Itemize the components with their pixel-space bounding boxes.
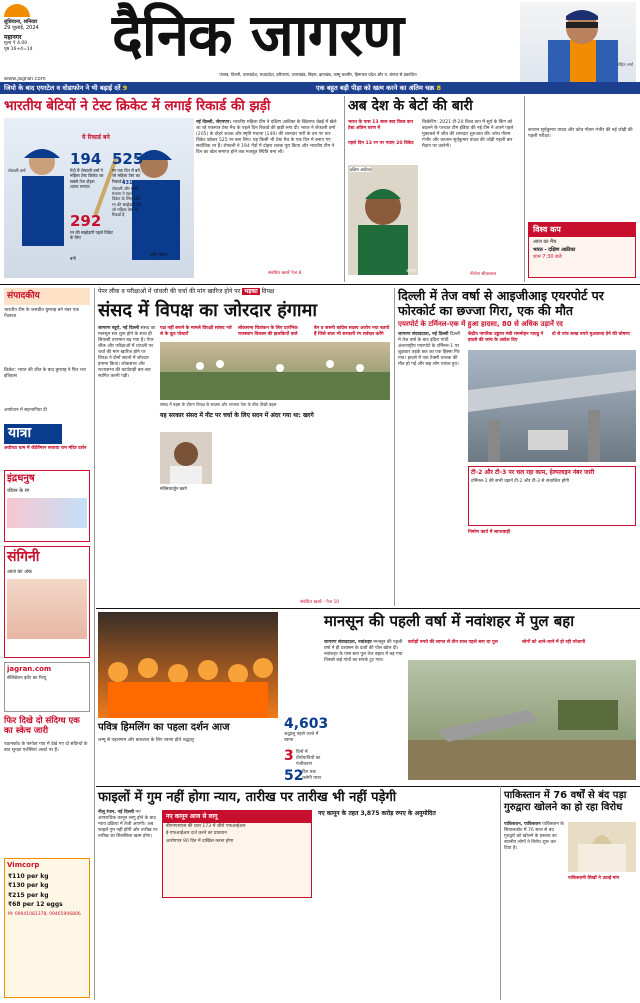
amarnath-headline[interactable]: पवित्र हिमलिंग का पहला दर्शन आज <box>98 722 230 733</box>
parliament-related[interactable]: संबंधित खबरें - पेज 10 <box>300 600 340 605</box>
caption-shafali: शेफाली वर्मा <box>8 168 26 173</box>
teaser-right[interactable] <box>316 84 636 93</box>
airport-box <box>468 466 636 526</box>
stat2-text: रन एक दिन में बने, जो महिला टेस्ट का रिकार्ड है <box>112 168 142 184</box>
jagran-online-box[interactable] <box>4 662 90 712</box>
pages: पृष्ठ 16+4=14 <box>4 46 33 52</box>
amarnath-photo <box>98 612 278 718</box>
new-laws-item-3: आरोपपत्र 90 दिन में दाखिल करना होगा <box>166 839 234 845</box>
bridge-washed-icon <box>408 660 636 780</box>
airport-box-text: टर्मिनल-1 की सभी उड़ानें टी-2 और टी-3 से संचालित होंगी <box>471 478 569 484</box>
kicker-end: विपक्ष <box>261 288 275 295</box>
parliament-sub3: बेन व जरूरी कांग्रेस सदस्य आरोप नया बताये हैं जिसे साल भी सरकारी रंग सर्वदल करेंगे <box>314 326 390 337</box>
parliament-dateline: जागरण ब्यूरो, नई दिल्ली <box>98 326 140 331</box>
yatra-text[interactable]: अयोध्या धाम में कीर्तिमान सजाया राम मंदिर दर्शन <box>4 446 87 451</box>
top-story-dateline: नई दिल्ली, जेएनएन: <box>196 120 232 125</box>
second-story-tag2: पहले दिन 13 रन पर गवाए 20 विकेट <box>348 141 414 146</box>
collapsed-canopy-icon <box>468 350 636 462</box>
indradhanush-title: इंद्रधनुष <box>7 473 35 484</box>
amarnath-stat3-text: दिन तक चलेगी यात्रा <box>302 770 321 781</box>
airport-bullet-1: केंद्रीय नागरिक उड्डयन मंत्री राममोहन नायडू ने हादसे की जांच के आदेश दिए <box>468 332 544 343</box>
parliament-body <box>98 326 156 606</box>
files-body <box>98 810 158 1000</box>
photo-caption-2: कप्तान <box>406 268 416 273</box>
ad-price-3: ₹215 per kg <box>8 891 49 899</box>
kharge-portrait-icon <box>160 432 212 484</box>
caption-smriti: स्मृति मंधाना <box>150 252 168 257</box>
sidebar-divider <box>94 288 95 1000</box>
column-divider <box>344 96 345 282</box>
ad-price-1: ₹110 per kg <box>8 872 49 880</box>
suspects-body: पठानकोट के फंगोता गांव में देखे गए दो संदिग्धों के बाद सुरक्षा एजेंसियां अलर्ट पर हैं। <box>4 742 88 753</box>
airport-photo <box>468 350 636 462</box>
records-subhead: ये रिकार्ड बने <box>82 134 110 141</box>
teaser-left[interactable] <box>4 84 304 93</box>
pilgrims-crowd-icon <box>98 612 278 718</box>
airport-body <box>398 332 464 602</box>
worldcup-match: भारत - दक्षिण अफ्रीका <box>533 247 576 254</box>
monsoon-tag2: लोगों को आने-जाने में हो रही परेशानी <box>522 640 586 645</box>
player-portrait-icon <box>348 165 418 275</box>
amarnath-caption: जम्मू से पहलगाम और बालटाल के लिए रवाना होते श्रद्धालु <box>98 738 194 743</box>
monsoon-dateline: जागरण संवाददाता, नवांशहर <box>324 640 372 645</box>
monsoon-tag1: करोड़ों रुपये की लागत से तीन साल पहले बना था पुल <box>408 640 498 645</box>
ad-price-2: ₹130 per kg <box>8 882 49 890</box>
extra-text: रन <box>134 180 140 186</box>
new-laws-item-2: ई-एफआईआर दर्ज करने का प्रावधान <box>166 831 227 837</box>
top-story-text: भारतीय महिला टीम ने दक्षिण अफ्रीका के खिलाफ चेन्नई में खेले जा रहे एकमात्र टेस्ट मैच के पहले दिन रिकार्ड की झड़ी लगा दी। भारत ने शेफाली वर्मा (205) के दोहरे शतक और स्मृति मंधाना (149) की शानदार पारी के दम पर चार विकेट खोकर 525 रन बना लिए। यह किसी भी टेस्ट मैच के एक दिन में बनाए गए सर्वाधिक रन हैं। शेफाली ने 194 गेंदों में दोहरा शतक पूरा किया और भारतीय टीम ने दिन का खेल समाप्त होने तक मजबूत स्थिति बना ली। <box>196 120 337 155</box>
files-dateline: नीलू रंजन, नई दिल्ली <box>98 810 135 815</box>
gurudwara-building-icon <box>568 822 636 872</box>
worldcup-time: शाम 7:30 बजे <box>533 253 562 260</box>
stat1-number: 194 <box>70 150 102 168</box>
teaser-right-page: 8 <box>436 84 442 92</box>
second-story-tag1: भारत के पास 13 साल बाद विश्व कप टेस्ट अंतिम चरण में <box>348 120 413 131</box>
ad-phone: M: 09041081378, 09465906806 <box>8 911 81 917</box>
new-laws-title: नए कानून आज से लागू <box>163 811 311 823</box>
airport-headline[interactable]: दिल्ली में तेज वर्षा से आइजीआइ एयरपोर्ट पर फोरकोर्ट का छज्जा गिरा, एक की मौत <box>398 288 604 318</box>
teaser-left-page: 9 <box>122 84 128 92</box>
second-story-headline[interactable]: अब देश के बेटों की बारी <box>348 98 473 114</box>
amarnath-stat2: 3 <box>284 748 294 764</box>
website-url[interactable]: www.jagran.com <box>4 76 46 82</box>
ad-price-4: ₹68 per 12 eggs <box>8 901 63 909</box>
editorial-title: संपादकीय <box>4 288 90 305</box>
second-story-body: किकेटिंग: 2021 टी-20 विश्व कप में सूर्य के किंग को बदलने के पश्चात टीम इंडिया की नई टीम ने अपने पहले मुकाबले में जीत की शानदार शुरुआत की। कोच गौतम गंभीर और कप्तान सूर्यकुमार यादव की जोड़ी पहली बार मैदान पर उतरेगी। <box>422 120 514 149</box>
airport-text: दिल्ली में तेज वर्षा के बाद इंदिरा गांधी अंतरराष्ट्रीय एयरपोर्ट के टर्मिनल-1 पर शुक्रवार तड़के छत का एक हिस्सा गिर गया। हादसे में एक टैक्सी चालक की मौत हो गई और छह लोग घायल हुए। <box>398 332 460 367</box>
kicker-tag: भड़का <box>244 288 258 295</box>
worldcup-title: विश्व कप <box>529 223 635 237</box>
monsoon-headline[interactable]: मानसून की पहली वर्षा में नवांशहर में पुल बहा <box>324 612 575 630</box>
parliament-text: संसद का मानसून सत्र शुरू होने के साथ ही सियासी तापमान बढ़ गया है। पेपर लीक और परीक्षाओं में धांधली पर चर्चा की मांग खारिज होने पर विपक्ष ने दोनों सदनों में जोरदार हंगामा किया। लोकसभा और राज्यसभा की कार्यवाही बार-बार स्थगित करनी पड़ी। <box>98 326 156 379</box>
files-sub: नए कानून के तहत 3,875 करोड़ रुपए के अनुमोदित <box>318 810 436 817</box>
gurudwara-headline[interactable]: पाकिस्तान में 76 वर्षों से बंद पड़ा गुरुद्वारा खोलने का हो रहा विरोध <box>504 790 627 813</box>
gurudwara-photo <box>568 822 636 872</box>
teaser-right-text: एक बहुत बड़ी पीड़ा को खत्म करने का अंतिम चक्र <box>316 84 435 92</box>
editions-line: पंजाब, दिल्ली, उत्तरप्रदेश, मध्यप्रदेश, हरियाणा, उत्तराखंड, बिहार, झारखंड, जम्मू कश्मीर, हिमाचल प्रदेश और प. बंगाल से प्रकाशित <box>219 72 417 77</box>
extra-number <box>122 180 139 186</box>
editorial-item-3[interactable]: आयोजन में सहभागिता दी <box>4 408 47 414</box>
stat3-number: 292 <box>70 212 102 230</box>
rightbar-body: कप्तान सूर्यकुमार यादव और कोच गौतम गंभीर की नई जोड़ी की पहली परीक्षा। <box>528 128 633 139</box>
amarnath-stat1-text: श्रद्धालु पहले जत्थे में रवाना <box>284 732 319 743</box>
kharge-caption: मल्लिकार्जुन खरगे <box>160 486 187 491</box>
masthead-player-photo <box>520 2 636 82</box>
top-story-body <box>196 120 341 280</box>
kicker-text: पेपर लीक व परीक्षाओं में धांधली की चर्चा की मांग खारिज होने पर <box>98 288 241 295</box>
indradhanush-photo <box>7 498 87 528</box>
amarnath-stat3: 52 <box>284 768 304 784</box>
yatra-title: यात्रा <box>4 424 62 444</box>
second-story-byline: नीलेश श्रीवास्तव <box>470 272 497 277</box>
airport-dateline: जागरण संवाददाता, नई दिल्ली <box>398 332 449 337</box>
parliament-kicker <box>98 288 390 296</box>
city-day: लुधियाना, शनिवार <box>4 19 38 25</box>
stat2-extra: शेफाली और स्मृति मंधाना ने पहले विकेट के लिए 292 रन की साझेदारी की, जो महिला टेस्ट में रिकार्ड है <box>112 186 142 217</box>
airport-box-title: टी-2 और टी-3 पर चल रहा काम, हेल्पलाइन नंबर जारी <box>471 469 595 476</box>
player-photo-icon <box>520 2 636 82</box>
gurudwara-side: पाकिस्तानी सिखों ने उठाई मांग <box>568 876 620 881</box>
amarnath-stat2-text: दिनों में तीर्थयात्रियों का पंजीकरण <box>296 750 321 767</box>
section-rule-2 <box>96 608 640 609</box>
files-text: नए आपराधिक कानून लागू होने के बाद न्याय प्रक्रिया में तेजी आएगी। अब फाइलें गुम नहीं होंगी और तारीख पर तारीख का सिलसिला खत्म होगा। <box>98 810 158 839</box>
jagran-online-title: jagran.com <box>7 665 52 673</box>
section-rule <box>0 284 640 285</box>
masthead-title: दैनिक जागरण <box>112 1 404 69</box>
files-headline[interactable]: फाइलों में गुम नहीं होगा न्याय, तारीख पर तारीख भी नहीं पड़ेगी <box>98 790 397 805</box>
stat2-number: 525 <box>112 150 144 168</box>
parliament-sub1: पक्ष नहीं बनाने के मामले विपक्षी सांसद नारे ले के कूट पोस्टरों <box>160 326 232 337</box>
price: मूल्य ₹ 4.00 <box>4 41 28 46</box>
gurudwara-divider <box>500 786 501 1000</box>
airport-subhead: एयरपोर्ट के टर्मिनल-एक में हुआ हादसा, 80 से अधिक उड़ानें रद <box>398 320 563 328</box>
gurudwara-body <box>504 822 564 998</box>
worldcup-subtitle: आज का मैच <box>533 239 557 245</box>
stat1-text: गेंदों में शेफाली वर्मा ने महिला टेस्ट क्रिकेट का सबसे तेज दोहरा शतक लगाया <box>70 168 104 190</box>
airport-bullet-2: दो से पांच लाख रुपये मुआवजा देने की घोषणा <box>552 332 630 337</box>
indradhanush-box <box>4 470 90 542</box>
sangini-title: संगिनी <box>7 549 40 565</box>
top-story-headline[interactable]: भारतीय बेटियों ने टेस्ट क्रिकेट में लगाई रिकार्ड की झड़ी <box>4 98 271 114</box>
teaser-left-text: जियो के बाद एयरटेल व वोडाफोन ने भी बढ़ाई दरें <box>4 84 121 92</box>
edition-info <box>4 4 94 52</box>
kharge-photo <box>160 432 212 484</box>
ad-box[interactable] <box>4 858 90 998</box>
photo-caption: दक्षिण अफ्रीका <box>350 167 372 172</box>
airport-byline: निर्माण कार्य में लापरवाही <box>468 530 511 535</box>
stat3-text: रन की साझेदारी पहले विकेट के लिए <box>70 230 114 241</box>
amarnath-stat1: 4,603 <box>284 716 329 732</box>
parliament-photo <box>160 342 390 400</box>
top-story-related[interactable] <box>268 271 301 277</box>
gurudwara-text: पाकिस्तान के सियालकोट में 76 साल से बंद गुरुद्वारे को खोलने के प्रस्ताव का स्थानीय लोगों ने विरोध शुरू कर दिया है। <box>504 822 564 851</box>
suspects-headline[interactable]: फिर दिखे दो संदिग्ध एक का स्केच जारी <box>4 716 80 736</box>
logo-sun-icon <box>4 4 30 17</box>
second-story-photo <box>348 165 418 275</box>
parliament-sub2: लोकसभा चित्रांकन के लिए प्रारंभिक राजस्थान विकास की झलकियों वाले <box>238 326 298 337</box>
editorial-item-2[interactable]: क्रिकेट: भारत की जीत के बाद बुमराह ने फिर रचा इतिहास <box>4 368 86 380</box>
new-laws-box <box>162 810 312 898</box>
player-caption: रोहित शर्मा <box>617 62 633 67</box>
extra-num: 431 <box>122 180 133 186</box>
new-laws-item-1: बीएनएसएस की धारा 173 में जीरो एफआईआर <box>166 823 246 829</box>
monsoon-photo <box>408 660 636 780</box>
indradhanush-text: जीवन के रंग <box>7 487 30 494</box>
sangini-box <box>4 546 90 658</box>
editorial-item-1[interactable]: भारतीय टीम के जसप्रीत बुमराह बने नंबर एक गेंदबाज <box>4 308 79 320</box>
right-column-divider <box>524 96 525 282</box>
sangini-text: आज का अंक <box>7 568 32 575</box>
edition: महानगर <box>4 33 22 41</box>
date: 29 जुलाई, 2024 <box>4 25 39 32</box>
parliament-headline[interactable]: संसद में विपक्ष का जोरदार हंगामा <box>98 300 318 321</box>
ad-title: Vimcorp <box>7 861 40 869</box>
parliament-hall-icon <box>160 342 390 400</box>
monsoon-text: मानसून की पहली वर्षा ने ही प्रशासन के दावों की पोल खोल दी। नवांशहर के पास बना पुल तेज बहाव में बह गया जिससे कई गांवों का संपर्क टूट गया। <box>324 640 403 663</box>
parliament-photo-caption: संसद में बहस के दौरान विपक्ष के सदस्य और भाजपा नेता के बीच तीखी बहस <box>160 402 277 407</box>
sangini-photo <box>7 579 87 639</box>
related-label: संबंधित खबरें <box>268 271 290 276</box>
section-rule-3 <box>96 786 640 787</box>
stat3-extra: बनी <box>70 256 76 261</box>
airport-divider <box>394 288 395 606</box>
related-page: पेज 8 <box>291 271 302 276</box>
parliament-quote-headline[interactable]: यह सरकार संसद में नीट पर चर्चा के लिए सदन में अंदर गया था: खरगे <box>160 412 314 419</box>
worldcup-box[interactable] <box>528 222 636 278</box>
jagran-online-text: सेलिब्रेशन इवेंट का रिव्यू <box>7 675 47 681</box>
gurudwara-dateline: पाकिस्तान, पाकिस्तान <box>504 822 541 827</box>
